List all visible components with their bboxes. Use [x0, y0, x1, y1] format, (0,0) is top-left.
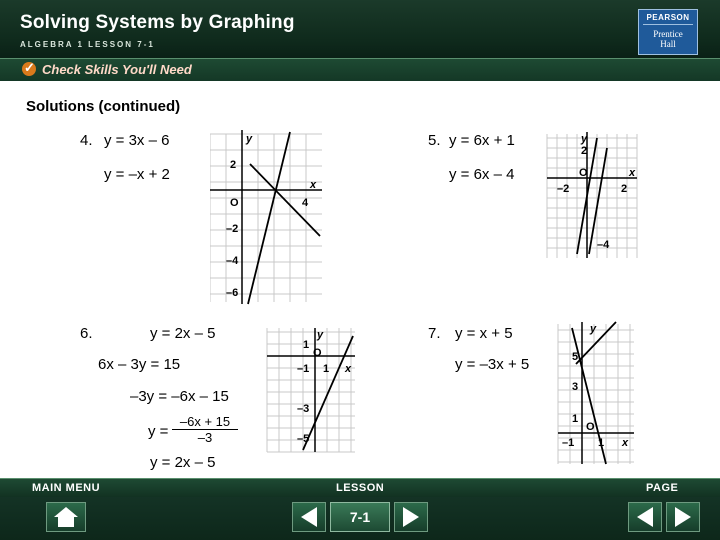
problem-5-eq2: y = 6x – 4 — [449, 166, 515, 183]
logo-bottom-text — [639, 29, 697, 49]
lesson-label: LESSON — [336, 482, 385, 494]
problem-7-eq1: y = x + 5 — [455, 325, 513, 342]
tick-2: 2 — [230, 159, 237, 171]
page-prev-button[interactable] — [628, 502, 662, 532]
lesson-number: 7-1 — [330, 502, 390, 532]
tick-pos-2: 2 — [621, 183, 628, 195]
origin-label: O — [313, 347, 322, 359]
publisher-logo — [638, 9, 698, 55]
logo-line-2: Hall — [660, 39, 676, 49]
page-next-button[interactable] — [666, 502, 700, 532]
tick-neg-4: –4 — [597, 239, 610, 251]
tick-1: 1 — [572, 413, 579, 425]
home-button[interactable] — [46, 502, 86, 532]
tick-pos-1: 1 — [598, 437, 605, 449]
y-axis-label: y — [581, 133, 588, 145]
triangle-right-icon — [395, 503, 427, 531]
header-bar — [0, 0, 720, 58]
problem-4-eq2: y = –x + 2 — [104, 166, 170, 183]
x-axis-label: x — [629, 167, 636, 179]
origin-label: O — [586, 421, 595, 433]
fraction-numerator: –6x + 15 — [172, 414, 238, 430]
graph-problem-6 — [265, 326, 360, 454]
triangle-left-icon — [293, 503, 325, 531]
check-skills-label: Check Skills You'll Need — [42, 62, 192, 77]
tick-neg-6: –6 — [226, 287, 239, 299]
problem-6-number: 6. — [80, 325, 93, 342]
y-axis-label: y — [317, 329, 324, 341]
problem-6-fraction — [172, 414, 238, 445]
checkmark-icon — [22, 62, 36, 76]
tick-neg-2: –2 — [226, 223, 239, 235]
footer-label-band — [0, 478, 720, 497]
tick-neg-2: –2 — [557, 183, 570, 195]
problem-6-eq2: 6x – 3y = 15 — [98, 356, 181, 373]
line-y-neg-x-2 — [250, 164, 320, 236]
tick-3: 3 — [572, 381, 579, 393]
problem-4-number: 4. — [80, 132, 93, 149]
tick-neg-5: –5 — [297, 433, 310, 445]
tick-neg-1: –1 — [562, 437, 575, 449]
problem-5-number: 5. — [428, 132, 441, 149]
tick-pos-1: 1 — [323, 363, 330, 375]
problem-7-eq2: y = –3x + 5 — [455, 356, 530, 373]
graph-problem-7 — [556, 320, 638, 466]
page-title: Solving Systems by Graphing — [20, 12, 295, 33]
problem-4-eq1: y = 3x – 6 — [104, 132, 170, 149]
x-axis-label: x — [622, 437, 629, 449]
tick-2: 2 — [581, 145, 588, 157]
x-axis-label: x — [345, 363, 352, 375]
logo-top-text: PEARSON — [646, 13, 690, 22]
lesson-prev-button[interactable] — [292, 502, 326, 532]
check-skills-bar[interactable] — [0, 58, 720, 81]
origin-label: O — [230, 197, 239, 209]
triangle-right-icon — [667, 503, 699, 531]
lesson-next-button[interactable] — [394, 502, 428, 532]
graph-problem-5 — [545, 130, 641, 260]
tick-4: 4 — [302, 197, 309, 209]
origin-label: O — [579, 167, 588, 179]
lesson-subtitle: ALGEBRA 1 LESSON 7-1 — [20, 40, 155, 49]
problem-6-eq1: y = 2x – 5 — [150, 325, 216, 342]
problem-6-step1: –3y = –6x – 15 — [130, 388, 229, 405]
logo-line-1: Prentice — [653, 29, 683, 39]
problem-6-step2-lhs: y = — [148, 423, 169, 440]
x-axis-label: x — [310, 179, 317, 191]
logo-divider — [643, 24, 693, 25]
y-axis-label: y — [246, 133, 253, 145]
tick-neg-3: –3 — [297, 403, 310, 415]
problem-7-number: 7. — [428, 325, 441, 342]
problem-6-step3: y = 2x – 5 — [150, 454, 216, 471]
y-axis-label: y — [590, 323, 597, 335]
tick-neg-4: –4 — [226, 255, 239, 267]
tick-1: 1 — [303, 339, 310, 351]
line-y-2x-5 — [303, 336, 353, 450]
tick-5: 5 — [572, 351, 579, 363]
fraction-denominator: –3 — [197, 430, 213, 445]
tick-neg-1: –1 — [297, 363, 310, 375]
home-icon — [47, 503, 85, 531]
triangle-left-icon — [629, 503, 661, 531]
main-menu-label: MAIN MENU — [32, 482, 101, 494]
graph-problem-4 — [210, 128, 325, 306]
section-title: Solutions (continued) — [26, 98, 181, 115]
page-label: PAGE — [646, 482, 679, 494]
problem-5-eq1: y = 6x + 1 — [449, 132, 515, 149]
